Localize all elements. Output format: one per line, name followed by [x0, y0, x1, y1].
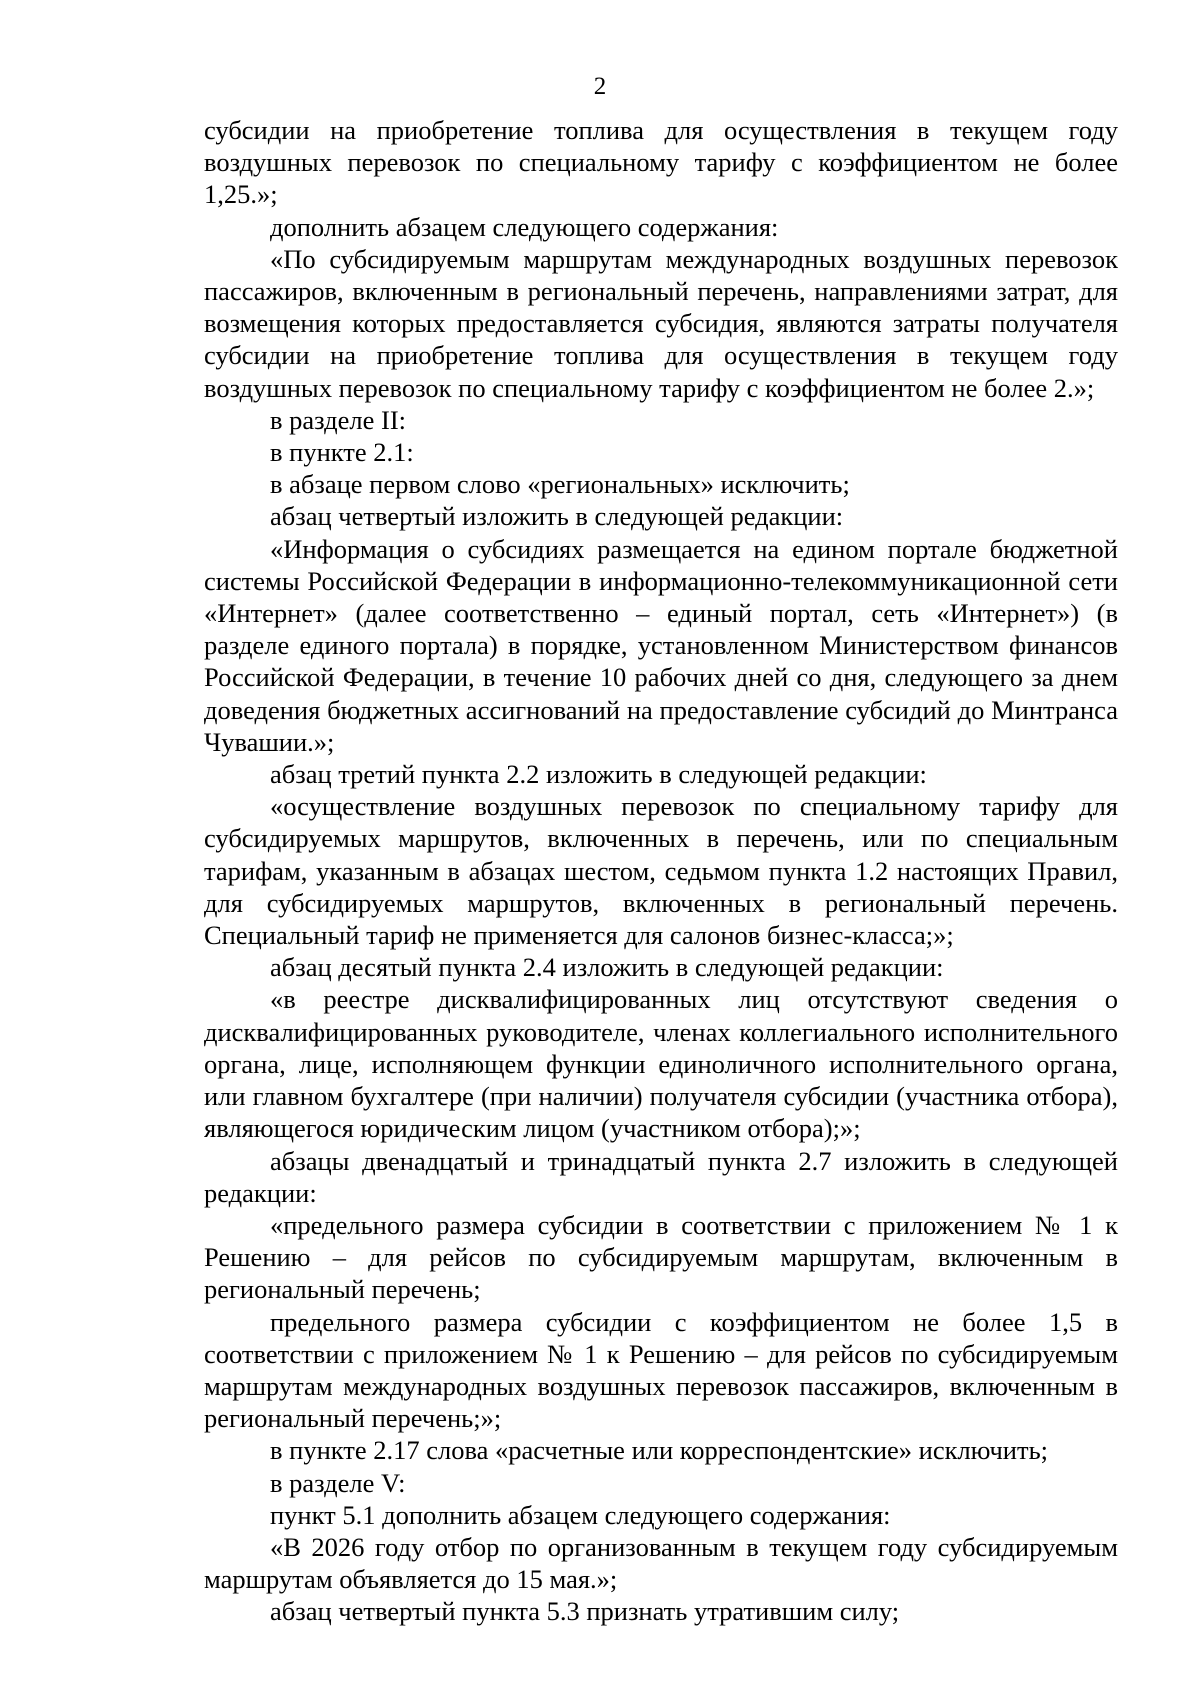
document-body	[204, 114, 1118, 1628]
paragraph: в пункте 2.1:	[270, 437, 414, 468]
paragraph: абзац десятый пункта 2.4 изложить в следующей редакции:	[270, 952, 944, 983]
page-number: 2	[593, 73, 607, 100]
paragraph: в разделе II:	[270, 404, 407, 435]
paragraph: абзац четвертый изложить в следующей редакции:	[270, 501, 844, 532]
paragraph: «в реестре дисквалифицированных лиц отсутствуют сведения о дисквалифицированных руководителе, членах коллегиального исполнительного органа, лице, исполняющем функции единоличного исполнительного органа, или главном бухгалтере (при наличии) получателя субсидии (участника отбора), являющегося юридическим лицом (участником отбора);»;	[204, 984, 1118, 1144]
paragraph: в пункте 2.17 слова «расчетные или корреспондентские» исключить;	[270, 1435, 1049, 1466]
paragraph: абзац третий пункта 2.2 изложить в следующей редакции:	[270, 759, 927, 790]
paragraph: субсидии на приобретение топлива для осуществления в текущем году воздушных перевозок по специальному тарифу с коэффициентом не более 1,25.»;	[204, 115, 1118, 210]
paragraph: «По субсидируемым маршрутам международных воздушных перевозок пассажиров, включенным в региональный перечень, направлениями затрат, для возмещения которых предоставляется субсидия, являются затраты получателя субсидии на приобретение топлива для осуществления в текущем году воздушных перевозок по специальному тарифу с коэффициентом не более 2.»;	[204, 243, 1118, 403]
paragraph: «осуществление воздушных перевозок по специальному тарифу для субсидируемых маршрутов, включенных в перечень, или по специальным тарифам, указанным в абзацах шестом, седьмом пункта 1.2 настоящих Правил, для субсидируемых маршрутов, включенных в региональный перечень. Специальный тариф не применяется для салонов бизнес-класса;»;	[204, 791, 1118, 951]
paragraph: абзацы двенадцатый и тринадцатый пункта 2.7 изложить в следующей редакции:	[204, 1145, 1118, 1208]
paragraph: предельного размера субсидии с коэффициентом не более 1,5 в соответствии с приложением № 1 к Решению – для рейсов по субсидируемым маршрутам международных воздушных перевозок пассажиров, включенным в региональный перечень;»;	[204, 1306, 1118, 1434]
paragraph: «В 2026 году отбор по организованным в текущем году субсидируемым маршрутам объявляется до 15 мая.»;	[204, 1531, 1118, 1595]
paragraph: дополнить абзацем следующего содержания:	[270, 211, 779, 242]
paragraph: в разделе V:	[270, 1467, 406, 1498]
paragraph: в абзаце первом слово «региональных» исключить;	[270, 469, 850, 500]
paragraph: «Информация о субсидиях размещается на едином портале бюджетной системы Российской Федерации в информационно-телекоммуникационной сети «Интернет» (далее соответственно – единый портал, сеть «Интернет») (в разделе единого портала) в порядке, установленном Министерством финансов Российской Федерации, в течение 10 рабочих дней со дня, следующего за днем доведения бюджетных ассигнований на предоставление субсидий до Минтранса Чувашии.»;	[204, 533, 1118, 757]
paragraph: «предельного размера субсидии в соответствии с приложением № 1 к Решению – для рейсов по субсидируемым маршрутам, включенным в региональный перечень;	[204, 1209, 1118, 1305]
paragraph: абзац четвертый пункта 5.3 признать утратившим силу;	[270, 1596, 900, 1627]
paragraph: пункт 5.1 дополнить абзацем следующего содержания:	[270, 1499, 891, 1530]
